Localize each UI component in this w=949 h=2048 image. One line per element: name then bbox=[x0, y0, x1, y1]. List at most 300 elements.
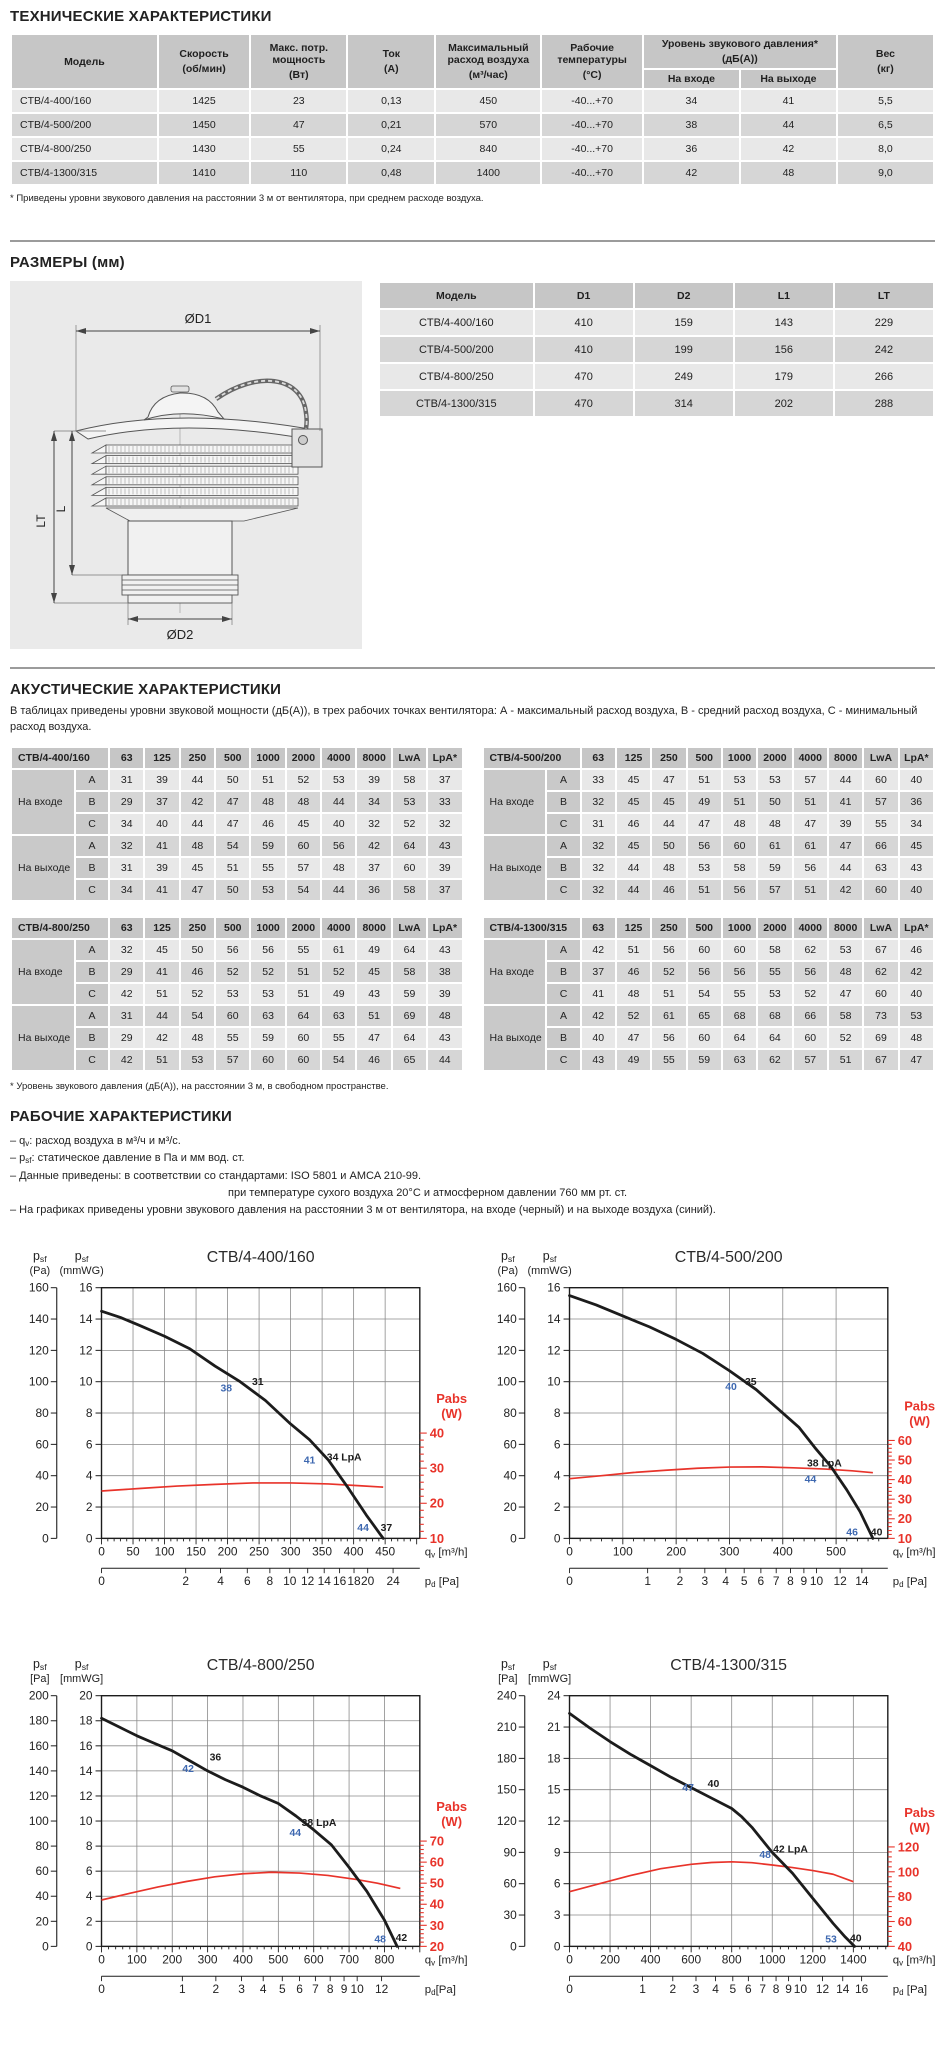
curve-annotation: 38 LpA bbox=[301, 1817, 337, 1829]
pa-tick-label: 160 bbox=[496, 1280, 517, 1295]
value-cell: 44 bbox=[322, 792, 355, 812]
curve-annotation: 34 LpA bbox=[326, 1452, 362, 1464]
pd-tick-label: 3 bbox=[238, 1981, 245, 1996]
value-cell: 48 bbox=[741, 162, 836, 184]
pabs-tick-label: 30 bbox=[429, 1917, 445, 1933]
value-cell: 44 bbox=[617, 858, 650, 878]
curve-annotation: 42 bbox=[395, 1932, 408, 1944]
value-cell: 46 bbox=[652, 880, 685, 900]
value-cell: 37 bbox=[428, 770, 461, 790]
value-cell: 47 bbox=[357, 1028, 390, 1048]
value-cell: 60 bbox=[287, 836, 320, 856]
pabs-tick-label: 10 bbox=[429, 1530, 445, 1546]
value-cell: 49 bbox=[357, 940, 390, 960]
value-cell: 32 bbox=[582, 836, 615, 856]
mm-tick-label: 14 bbox=[79, 1311, 93, 1326]
point-label-cell: C bbox=[76, 880, 108, 900]
value-cell: 47 bbox=[900, 1050, 933, 1070]
pd-tick-label: 10 bbox=[793, 1981, 807, 1996]
value-cell: 57 bbox=[864, 792, 897, 812]
value-cell: 32 bbox=[582, 858, 615, 878]
chart-title: CTB/4-1300/315 bbox=[669, 1656, 787, 1674]
dim-col-header: LT bbox=[835, 283, 933, 308]
value-cell: 39 bbox=[357, 770, 390, 790]
value-cell: 37 bbox=[357, 858, 390, 878]
value-cell: 64 bbox=[758, 1028, 791, 1048]
mm-tick-label: 14 bbox=[546, 1311, 561, 1326]
value-cell: 43 bbox=[357, 984, 390, 1004]
value-cell: 49 bbox=[322, 984, 355, 1004]
pa-tick-label: 30 bbox=[503, 1907, 517, 1922]
cap-knob bbox=[171, 386, 189, 392]
curve-annotation: 48 bbox=[758, 1849, 771, 1861]
x-axis-title: qv [m³/h] bbox=[424, 1546, 468, 1559]
point-label-cell: C bbox=[547, 814, 579, 834]
mm-tick-label: 12 bbox=[546, 1813, 561, 1828]
value-cell: 58 bbox=[393, 880, 426, 900]
model-cell: CTB/4-400/160 bbox=[12, 90, 157, 112]
pa-tick-label: 80 bbox=[35, 1405, 49, 1420]
pa-tick-label: 120 bbox=[496, 1343, 517, 1358]
value-cell: 44 bbox=[829, 770, 862, 790]
performance-note: – На графиках приведены уровни звукового давления на расстоянии 3 м от вентилятора, на входе (черный) и на выходе воздуха (синий). bbox=[10, 1203, 716, 1216]
value-cell: 47 bbox=[216, 814, 249, 834]
curve-annotation: 44 bbox=[289, 1827, 302, 1839]
value-cell: 156 bbox=[735, 337, 833, 362]
acoustic-data-row bbox=[484, 1050, 934, 1070]
value-cell: 43 bbox=[428, 940, 461, 960]
pd-tick-label: 10 bbox=[809, 1573, 823, 1588]
value-cell: 1400 bbox=[436, 162, 540, 184]
pd-tick-label: 8 bbox=[326, 1981, 334, 1996]
model-cell: CTB/4-500/200 bbox=[12, 114, 157, 136]
value-cell: 51 bbox=[287, 984, 320, 1004]
value-cell: 288 bbox=[835, 391, 933, 416]
value-cell: 410 bbox=[535, 310, 633, 335]
value-cell: 51 bbox=[723, 792, 756, 812]
pd-tick-label: 4 bbox=[711, 1981, 719, 1996]
mm-tick-label: 4 bbox=[85, 1889, 93, 1904]
x-tick-label: 100 bbox=[126, 1952, 147, 1967]
value-cell: 39 bbox=[428, 984, 461, 1004]
mm-tick-label: 9 bbox=[553, 1845, 561, 1860]
curve-annotation: 35 bbox=[744, 1376, 757, 1388]
curve-annotation: 46 bbox=[845, 1527, 858, 1539]
value-cell: 52 bbox=[216, 962, 249, 982]
pd-tick-label: 3 bbox=[692, 1981, 699, 1996]
value-cell: 65 bbox=[393, 1050, 426, 1070]
value-cell: 53 bbox=[723, 770, 756, 790]
freq-header: 1000 bbox=[251, 748, 284, 768]
value-cell: 53 bbox=[251, 880, 284, 900]
pd-tick-label: 9 bbox=[340, 1981, 348, 1996]
pabs-tick-label: 30 bbox=[429, 1460, 445, 1476]
value-cell: 56 bbox=[723, 962, 756, 982]
pd-tick-label: 3 bbox=[701, 1573, 708, 1588]
value-cell: 53 bbox=[758, 984, 791, 1004]
x-tick-label: 0 bbox=[98, 1952, 105, 1967]
col-header-power bbox=[251, 35, 346, 88]
header-unit: (дБ(А)) bbox=[722, 53, 758, 65]
tech-section-title: ТЕХНИЧЕСКИЕ ХАРАКТЕРИСТИКИ bbox=[10, 8, 272, 25]
value-cell: 53 bbox=[216, 984, 249, 1004]
value-cell: 63 bbox=[322, 1006, 355, 1026]
value-cell: 1425 bbox=[159, 90, 250, 112]
acoustic-data-row bbox=[484, 814, 934, 834]
value-cell: 40 bbox=[322, 814, 355, 834]
lt-label: LT bbox=[34, 514, 48, 528]
x-tick-label: 400 bbox=[772, 1544, 793, 1559]
pa-tick-label: 20 bbox=[35, 1499, 49, 1514]
x-tick-label: 500 bbox=[268, 1952, 289, 1967]
pd-tick-label: 1 bbox=[179, 1981, 186, 1996]
tech-footnote: * Приведены уровни звукового давления на расстоянии 3 м от вентилятора, при среднем расходе воздуха. bbox=[10, 193, 484, 204]
value-cell: 56 bbox=[652, 940, 685, 960]
value-cell: 45 bbox=[617, 792, 650, 812]
value-cell: 38 bbox=[644, 114, 739, 136]
mm-axis-title: psf bbox=[74, 1656, 89, 1672]
pd-axis-title: pd [Pa] bbox=[892, 1983, 927, 1997]
pd-tick-label: 10 bbox=[283, 1573, 297, 1588]
pd-tick-label: 20 bbox=[361, 1573, 375, 1588]
charts-row-1 bbox=[10, 1243, 945, 1595]
value-cell: 0,24 bbox=[348, 138, 434, 160]
value-cell: 51 bbox=[794, 792, 827, 812]
x-tick-label: 300 bbox=[280, 1544, 301, 1559]
pa-tick-label: 40 bbox=[35, 1889, 49, 1904]
dimensions-section-title: РАЗМЕРЫ (мм) bbox=[10, 254, 125, 271]
side-label-cell: На выходе bbox=[484, 1006, 546, 1070]
mm-tick-label: 8 bbox=[553, 1405, 561, 1420]
value-cell: 51 bbox=[145, 1050, 178, 1070]
pabs-axis-title: Pabs bbox=[436, 1391, 468, 1407]
value-cell: 53 bbox=[900, 1006, 933, 1026]
dim-col-header: Модель bbox=[380, 283, 533, 308]
value-cell: 34 bbox=[110, 814, 143, 834]
x-axis-title: qv [m³/h] bbox=[424, 1954, 468, 1967]
header-unit: (А) bbox=[384, 63, 399, 75]
pabs-axis-unit: (W) bbox=[441, 1405, 463, 1421]
mm-tick-label: 6 bbox=[553, 1876, 561, 1891]
value-cell: 51 bbox=[688, 880, 721, 900]
freq-header: 2000 bbox=[758, 918, 791, 938]
duct-spigot bbox=[128, 521, 232, 575]
pabs-tick-label: 40 bbox=[429, 1425, 445, 1441]
value-cell: 32 bbox=[110, 836, 143, 856]
value-cell: 40 bbox=[145, 814, 178, 834]
freq-header: LpA* bbox=[428, 918, 461, 938]
value-cell: 43 bbox=[582, 1050, 615, 1070]
curve-annotation: 41 bbox=[303, 1455, 316, 1467]
freq-header: 125 bbox=[617, 748, 650, 768]
value-cell: 60 bbox=[864, 770, 897, 790]
pd-tick-label: 2 bbox=[212, 1981, 220, 1996]
pd-tick-label: 4 bbox=[259, 1981, 267, 1996]
acoustic-header-row bbox=[12, 748, 462, 768]
pa-tick-label: 0 bbox=[42, 1531, 49, 1546]
value-cell: 57 bbox=[794, 1050, 827, 1070]
l-label: L bbox=[54, 505, 68, 513]
acoustic-model-header: CTB/4-1300/315 bbox=[484, 918, 580, 938]
value-cell: 61 bbox=[652, 1006, 685, 1026]
value-cell: 54 bbox=[181, 1006, 214, 1026]
value-cell: 1430 bbox=[159, 138, 250, 160]
x-tick-label: 600 bbox=[680, 1952, 701, 1967]
value-cell: 64 bbox=[393, 940, 426, 960]
x-tick-label: 800 bbox=[374, 1952, 395, 1967]
freq-header: 500 bbox=[688, 748, 721, 768]
mm-tick-label: 0 bbox=[553, 1531, 561, 1546]
x-tick-label: 200 bbox=[162, 1952, 183, 1967]
value-cell: 50 bbox=[216, 770, 249, 790]
value-cell: 54 bbox=[216, 836, 249, 856]
side-label-cell: На выходе bbox=[12, 1006, 74, 1070]
value-cell: 40 bbox=[900, 984, 933, 1004]
point-label-cell: A bbox=[76, 836, 108, 856]
pa-tick-label: 60 bbox=[35, 1863, 49, 1878]
value-cell: 52 bbox=[181, 984, 214, 1004]
pd-tick-label: 9 bbox=[800, 1573, 807, 1588]
pabs-tick-label: 40 bbox=[897, 1471, 912, 1487]
value-cell: 44 bbox=[322, 880, 355, 900]
value-cell: 48 bbox=[723, 814, 756, 834]
value-cell: 54 bbox=[287, 880, 320, 900]
acoustic-data-row bbox=[12, 836, 462, 856]
pa-tick-label: 150 bbox=[496, 1782, 517, 1797]
pa-tick-label: 0 bbox=[509, 1531, 517, 1546]
acoustic-data-row bbox=[484, 792, 934, 812]
x-axis-title: qv [m³/h] bbox=[892, 1954, 936, 1967]
pa-tick-label: 240 bbox=[496, 1688, 517, 1703]
freq-header: 63 bbox=[582, 748, 615, 768]
freq-header: LwA bbox=[864, 918, 897, 938]
value-cell: 37 bbox=[145, 792, 178, 812]
pabs-tick-label: 40 bbox=[429, 1896, 445, 1912]
value-cell: 42 bbox=[357, 836, 390, 856]
x-tick-label: 400 bbox=[233, 1952, 253, 1967]
value-cell: 45 bbox=[145, 940, 178, 960]
mm-tick-label: 0 bbox=[85, 1939, 93, 1954]
curve-annotation: 42 bbox=[182, 1763, 194, 1775]
value-cell: 42 bbox=[110, 1050, 143, 1070]
pa-tick-label: 40 bbox=[35, 1468, 49, 1483]
value-cell: 46 bbox=[617, 814, 650, 834]
pa-axis-title: psf bbox=[500, 1656, 515, 1672]
acoustic-data-row bbox=[484, 858, 934, 878]
pd-tick-label: 7 bbox=[758, 1981, 766, 1996]
pa-tick-label: 100 bbox=[28, 1813, 49, 1828]
value-cell: 47 bbox=[216, 792, 249, 812]
performance-notes bbox=[10, 1133, 935, 1219]
value-cell: 44 bbox=[428, 1050, 461, 1070]
pd-tick-label: 9 bbox=[784, 1981, 792, 1996]
header-line: Вес bbox=[875, 48, 896, 60]
acoustic-header-row bbox=[12, 918, 462, 938]
mm-tick-label: 10 bbox=[546, 1374, 561, 1389]
pa-tick-label: 140 bbox=[28, 1763, 49, 1778]
mm-tick-label: 0 bbox=[85, 1531, 93, 1546]
freq-header: LwA bbox=[393, 748, 426, 768]
pa-tick-label: 120 bbox=[496, 1813, 517, 1828]
x-tick-label: 250 bbox=[249, 1544, 270, 1559]
pressure-curve bbox=[569, 1713, 854, 1946]
pa-tick-label: 200 bbox=[28, 1688, 49, 1703]
curve-annotation: 38 bbox=[220, 1383, 233, 1395]
pabs-tick-label: 60 bbox=[897, 1432, 912, 1448]
pd-tick-label: 7 bbox=[312, 1981, 319, 1996]
value-cell: 55 bbox=[758, 962, 791, 982]
value-cell: 60 bbox=[688, 1028, 721, 1048]
value-cell: 44 bbox=[181, 770, 214, 790]
value-cell: 55 bbox=[723, 984, 756, 1004]
x-tick-label: 100 bbox=[612, 1544, 633, 1559]
value-cell: 56 bbox=[322, 836, 355, 856]
acoustic-header-row bbox=[484, 748, 934, 768]
pd-tick-label: 0 bbox=[565, 1573, 573, 1588]
header-line: Максимальный расход воздуха bbox=[447, 42, 530, 66]
value-cell: 40 bbox=[900, 770, 933, 790]
header-unit: (м³/час) bbox=[468, 69, 508, 81]
pa-tick-label: 140 bbox=[28, 1311, 49, 1326]
pd-tick-label: 6 bbox=[744, 1981, 752, 1996]
mm-axis-title: psf bbox=[542, 1248, 556, 1264]
x-tick-label: 300 bbox=[197, 1952, 218, 1967]
pd-tick-label: 16 bbox=[854, 1981, 868, 1996]
value-cell: 29 bbox=[110, 792, 143, 812]
value-cell: 48 bbox=[900, 1028, 933, 1048]
pd-tick-label: 12 bbox=[833, 1573, 847, 1588]
value-cell: 47 bbox=[181, 880, 214, 900]
pd-tick-label: 16 bbox=[332, 1573, 347, 1588]
value-cell: -40...+70 bbox=[542, 138, 642, 160]
value-cell: 50 bbox=[758, 792, 791, 812]
point-label-cell: C bbox=[76, 1050, 108, 1070]
value-cell: 48 bbox=[287, 792, 320, 812]
pabs-axis-unit: (W) bbox=[908, 1819, 930, 1835]
value-cell: 60 bbox=[723, 836, 756, 856]
x-tick-label: 600 bbox=[303, 1952, 324, 1967]
pa-axis-title: psf bbox=[32, 1248, 47, 1264]
value-cell: 43 bbox=[428, 1028, 461, 1048]
col-header-spl-group bbox=[644, 35, 836, 68]
pa-tick-label: 160 bbox=[28, 1738, 49, 1753]
curve-annotation: 37 bbox=[380, 1522, 393, 1534]
value-cell: 60 bbox=[216, 1006, 249, 1026]
value-cell: 58 bbox=[758, 940, 791, 960]
model-cell: CTB/4-1300/315 bbox=[12, 162, 157, 184]
value-cell: 50 bbox=[181, 940, 214, 960]
value-cell: 47 bbox=[829, 984, 862, 1004]
freq-header: 63 bbox=[110, 918, 143, 938]
mm-tick-label: 2 bbox=[553, 1499, 561, 1514]
acoustic-model-header: CTB/4-500/200 bbox=[484, 748, 580, 768]
pd-tick-label: 1 bbox=[643, 1573, 651, 1588]
value-cell: 52 bbox=[393, 814, 426, 834]
power-curve bbox=[102, 1483, 384, 1491]
value-cell: 37 bbox=[582, 962, 615, 982]
acoustic-data-row bbox=[12, 770, 462, 790]
value-cell: 43 bbox=[900, 858, 933, 878]
mm-tick-label: 12 bbox=[79, 1788, 93, 1803]
acoustic-data-row bbox=[484, 940, 934, 960]
chart-title: CTB/4-500/200 bbox=[674, 1248, 783, 1266]
freq-header: 1000 bbox=[251, 918, 284, 938]
pabs-tick-label: 10 bbox=[897, 1530, 912, 1546]
mm-tick-label: 12 bbox=[79, 1343, 93, 1358]
value-cell: 56 bbox=[688, 836, 721, 856]
value-cell: 60 bbox=[864, 984, 897, 1004]
value-cell: 48 bbox=[322, 858, 355, 878]
freq-header: 63 bbox=[582, 918, 615, 938]
value-cell: 52 bbox=[287, 770, 320, 790]
pabs-tick-label: 100 bbox=[897, 1864, 919, 1880]
value-cell: 31 bbox=[110, 1006, 143, 1026]
value-cell: 55 bbox=[652, 1050, 685, 1070]
value-cell: 37 bbox=[428, 880, 461, 900]
performance-chart-1300-315 bbox=[478, 1651, 946, 2003]
pa-tick-label: 210 bbox=[496, 1719, 517, 1734]
acoustic-data-row bbox=[12, 814, 462, 834]
value-cell: 52 bbox=[829, 1028, 862, 1048]
value-cell: 41 bbox=[145, 836, 178, 856]
pd-tick-label: 4 bbox=[217, 1573, 224, 1588]
dim-col-header: L1 bbox=[735, 283, 833, 308]
tech-table-row bbox=[12, 138, 933, 160]
point-label-cell: B bbox=[547, 1028, 579, 1048]
performance-note: – $p_{sf}$: статическое давление в Па и мм вод. ст. bbox=[10, 1152, 245, 1166]
pa-axis-title: psf bbox=[32, 1656, 47, 1672]
value-cell: 47 bbox=[251, 114, 346, 136]
value-cell: 266 bbox=[835, 364, 933, 389]
charts-row-2 bbox=[10, 1651, 945, 2003]
col-header-outlet: На выходе bbox=[741, 70, 836, 88]
mm-axis-title: psf bbox=[542, 1656, 556, 1672]
x-tick-label: 800 bbox=[721, 1952, 742, 1967]
mm-tick-label: 4 bbox=[85, 1468, 93, 1483]
mm-tick-label: 18 bbox=[546, 1751, 561, 1766]
acoustic-data-row bbox=[12, 880, 462, 900]
value-cell: 41 bbox=[145, 962, 178, 982]
mm-tick-label: 8 bbox=[85, 1838, 93, 1853]
value-cell: 59 bbox=[688, 1050, 721, 1070]
freq-header: 4000 bbox=[794, 748, 827, 768]
curve-annotation: 47 bbox=[681, 1782, 694, 1794]
value-cell: 242 bbox=[835, 337, 933, 362]
value-cell: 48 bbox=[617, 984, 650, 1004]
acoustic-data-row bbox=[484, 770, 934, 790]
duct-lip bbox=[128, 595, 232, 603]
value-cell: 51 bbox=[145, 984, 178, 1004]
value-cell: 50 bbox=[652, 836, 685, 856]
value-cell: 47 bbox=[688, 814, 721, 834]
value-cell: 36 bbox=[644, 138, 739, 160]
value-cell: 1450 bbox=[159, 114, 250, 136]
value-cell: 36 bbox=[357, 880, 390, 900]
mm-tick-label: 16 bbox=[546, 1280, 561, 1295]
acoustic-header-row bbox=[484, 918, 934, 938]
x-tick-label: 200 bbox=[665, 1544, 686, 1559]
header-line: Макс. потр. мощность bbox=[269, 42, 329, 66]
pd-tick-label: 8 bbox=[786, 1573, 794, 1588]
pa-tick-label: 60 bbox=[503, 1437, 517, 1452]
value-cell: 41 bbox=[741, 90, 836, 112]
value-cell: 39 bbox=[428, 858, 461, 878]
freq-header: 1000 bbox=[723, 748, 756, 768]
pd-tick-label: 4 bbox=[721, 1573, 729, 1588]
value-cell: 51 bbox=[688, 770, 721, 790]
header-unit: (кг) bbox=[877, 63, 894, 75]
value-cell: 62 bbox=[758, 1050, 791, 1070]
